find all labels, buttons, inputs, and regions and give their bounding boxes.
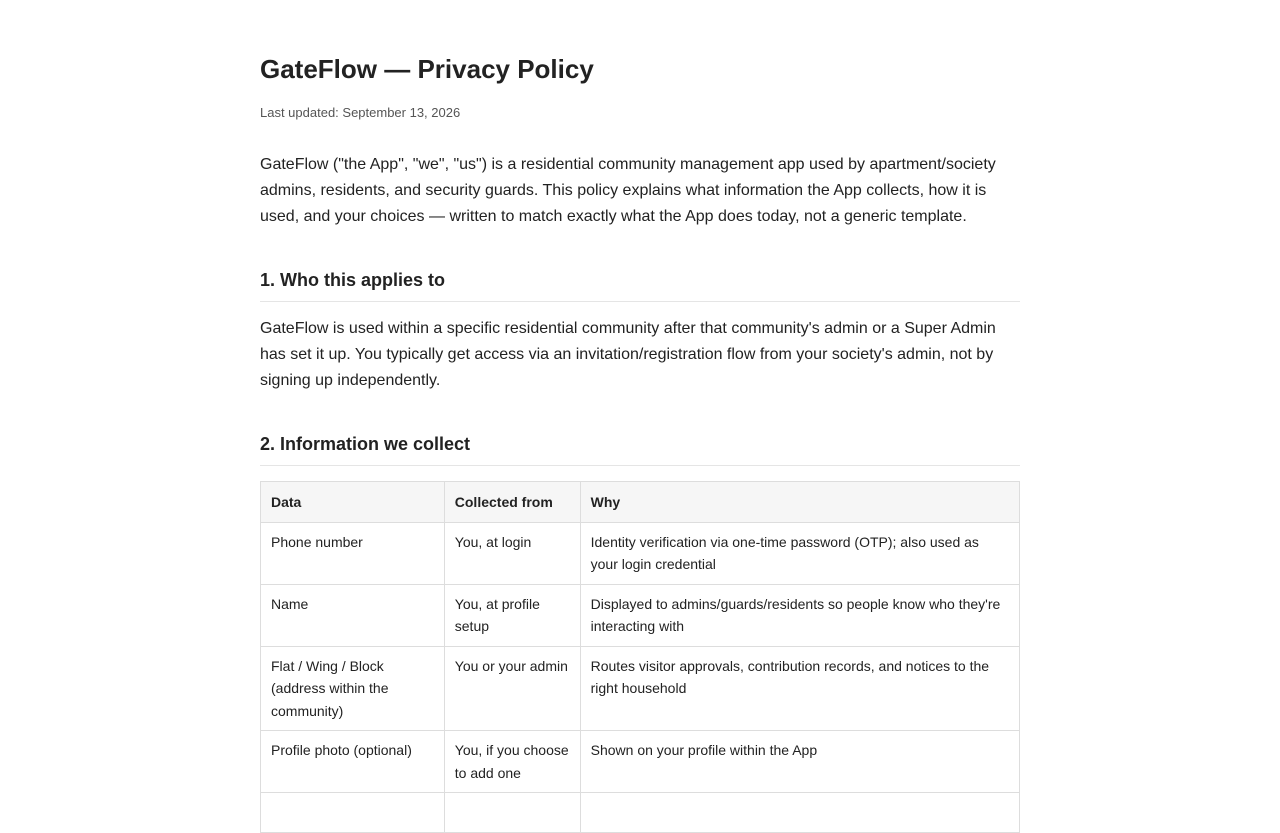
column-header-why: Why	[580, 482, 1019, 523]
table-row	[261, 522, 1020, 584]
table-row	[261, 646, 1020, 731]
table-cell-data	[261, 793, 445, 833]
table-cell-why: Identity verification via one-time password (OTP); also used as your login credential	[580, 522, 1019, 584]
column-header-data: Data	[261, 482, 445, 523]
table-cell-data: Phone number	[261, 522, 445, 584]
table-row	[261, 584, 1020, 646]
table-cell-collected-from: You, at login	[444, 522, 580, 584]
table-row	[261, 731, 1020, 793]
table-header-row	[261, 482, 1020, 523]
table-cell-why: Shown on your profile within the App	[580, 731, 1019, 793]
column-header-collected-from: Collected from	[444, 482, 580, 523]
table-cell-why	[580, 793, 1019, 833]
intro-paragraph: GateFlow ("the App", "we", "us") is a residential community management app used by apartment/society admins, residents, and security guards. This policy explains what information the App collects, how it is used, and your choices — written to match exactly what the App does today, not a generic template.	[260, 156, 996, 225]
last-updated-date: Last updated: September 13, 2026	[260, 105, 461, 120]
table-cell-collected-from: You, at profile setup	[444, 584, 580, 646]
section-heading-information-we-collect: 2. Information we collect	[260, 432, 1020, 466]
data-collection-table	[260, 481, 1020, 833]
table-cell-data: Flat / Wing / Block (address within the community)	[261, 646, 445, 731]
table-cell-data: Profile photo (optional)	[261, 731, 445, 793]
table-cell-why: Routes visitor approvals, contribution records, and notices to the right household	[580, 646, 1019, 731]
table-cell-collected-from	[444, 793, 580, 833]
table-cell-collected-from: You or your admin	[444, 646, 580, 731]
section-body-who-this-applies-to: GateFlow is used within a specific residential community after that community's admin or a Super Admin has set it up. You typically get access via an invitation/registration flow from your society's admin, not by signing up independently.	[260, 320, 996, 389]
page-title: GateFlow — Privacy Policy	[260, 54, 594, 84]
table-row	[261, 793, 1020, 833]
table-cell-collected-from: You, if you choose to add one	[444, 731, 580, 793]
section-heading-who-this-applies-to: 1. Who this applies to	[260, 268, 1020, 302]
table-cell-why: Displayed to admins/guards/residents so people know who they're interacting with	[580, 584, 1019, 646]
table-cell-data: Name	[261, 584, 445, 646]
